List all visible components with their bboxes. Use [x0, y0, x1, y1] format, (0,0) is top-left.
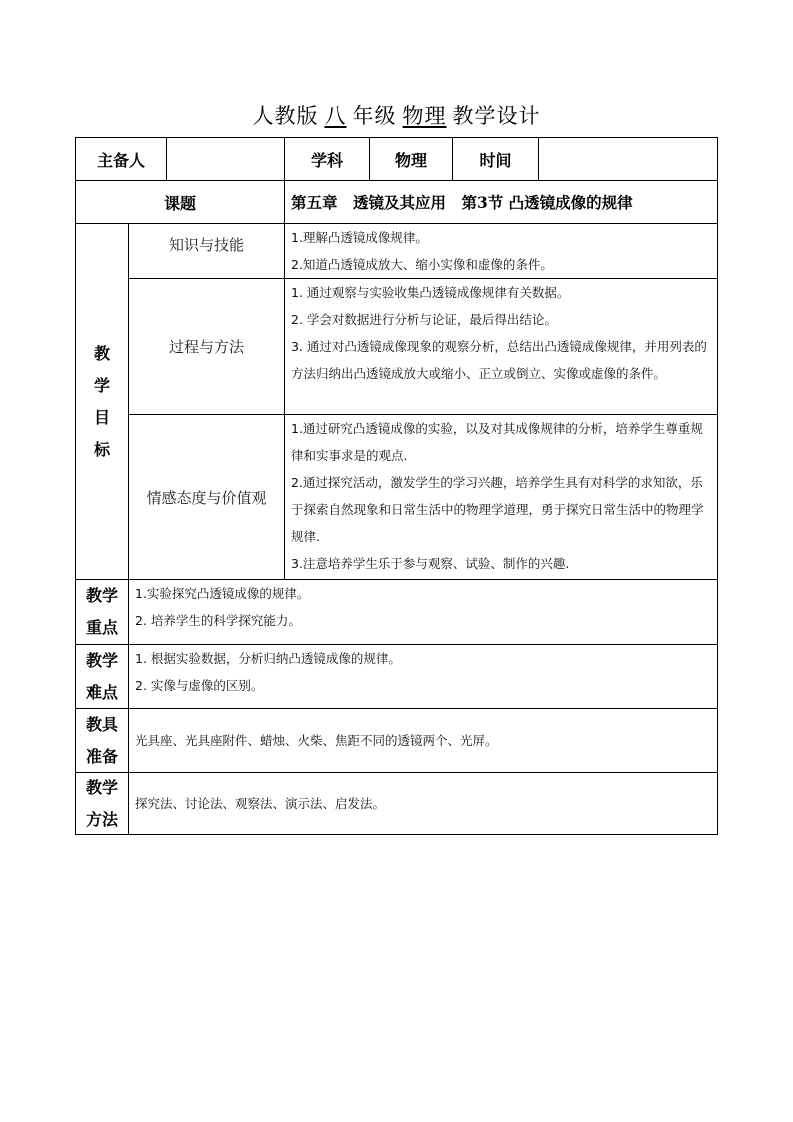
content-line: 1. 根据实验数据，分析归纳凸透镜成像的规律。: [135, 651, 401, 666]
preparer-value: [167, 138, 284, 180]
teaching-aids-label: [76, 709, 128, 772]
objective-line: 2.知道凸透镜成放大、缩小实像和虚像的条件。: [291, 257, 553, 272]
objectives-label-char: 目: [93, 407, 110, 427]
objective-values-label: 情感态度与价值观: [146, 488, 267, 507]
objective-line: 3.注意培养学生乐于参与观察、试验、制作的兴趣.: [291, 556, 570, 571]
teaching-methods-label: [76, 773, 128, 834]
objective-line: 2. 学会对数据进行分析与论证，最后得出结论。: [291, 312, 557, 327]
objective-line: 3. 通过对凸透镜成像现象的观察分析，总结出凸透镜成像规律，并用列表的方法归纳出凸透镜成放大或缩小、正立或倒立、实像或虚像的条件。: [291, 339, 707, 381]
objective-process-content: [285, 279, 717, 414]
objective-process-label: 过程与方法: [168, 338, 244, 356]
objective-knowledge-label: 知识与技能: [168, 236, 244, 254]
content-line: 探究法、讨论法、观察法、演示法、启发法。: [135, 796, 386, 811]
key-points-label: [76, 580, 128, 644]
title-suffix: 教学设计: [452, 104, 541, 128]
teaching-methods-content: [129, 773, 717, 834]
label-line: 教具: [85, 714, 118, 734]
time-value: [539, 138, 717, 180]
objectives-label-char: 学: [93, 375, 110, 395]
title-grade-suffix: 年级: [352, 104, 397, 128]
label-line: 重点: [85, 618, 118, 637]
teaching-aids-content: [129, 709, 717, 772]
objectives-label-char: 标: [93, 439, 110, 459]
objective-line: 1.理解凸透镜成像规律。: [291, 230, 428, 245]
title-publisher: 人教版: [252, 104, 319, 128]
key-points-content: [129, 580, 717, 644]
objective-knowledge-content: [285, 224, 717, 278]
label-line: 难点: [85, 682, 118, 702]
content-line: 2. 培养学生的科学探究能力。: [135, 613, 301, 628]
difficulties-content: [129, 645, 717, 708]
label-line: 教学: [85, 586, 118, 605]
time-label: 时间: [479, 150, 512, 170]
label-line: 教学: [85, 777, 118, 797]
title-subject: 物理: [402, 104, 447, 128]
preparer-label: 主备人: [96, 150, 145, 170]
label-line: 方法: [85, 809, 118, 829]
objectives-label-char: 教: [93, 343, 110, 363]
objectives-label: [76, 224, 128, 579]
subject-label: 学科: [310, 150, 343, 170]
objective-line: 1. 通过观察与实验收集凸透镜成像规律有关数据。: [291, 285, 570, 300]
subject-value: 物理: [394, 150, 427, 170]
content-line: 光具座、光具座附件、蜡烛、火柴、焦距不同的透镜两个、光屏。: [135, 733, 498, 748]
objective-line: 2.通过探究活动，激发学生的学习兴趣，培养学生具有对科学的求知欲，乐于探索自然现象和日常生活中的物理学道理，勇于探究日常生活中的物理学规律.: [291, 475, 704, 544]
topic-label: 课题: [163, 193, 196, 213]
lesson-plan-table: [75, 137, 718, 835]
objective-line: 1.通过研究凸透镜成像的实验，以及对其成像规律的分析，培养学生尊重规律和实事求是的观点.: [291, 421, 703, 463]
difficulties-label: [76, 645, 128, 708]
content-line: 1.实验探究凸透镜成像的规律。: [135, 586, 310, 601]
label-line: 准备: [85, 746, 118, 766]
title-grade: 八: [324, 104, 347, 128]
topic-value: 第五章 透镜及其应用 第3节 凸透镜成像的规律: [291, 193, 633, 212]
objective-values-content: [285, 415, 717, 579]
content-line: 2. 实像与虚像的区别。: [135, 678, 264, 693]
label-line: 教学: [85, 650, 118, 670]
document-title: [0, 100, 793, 130]
